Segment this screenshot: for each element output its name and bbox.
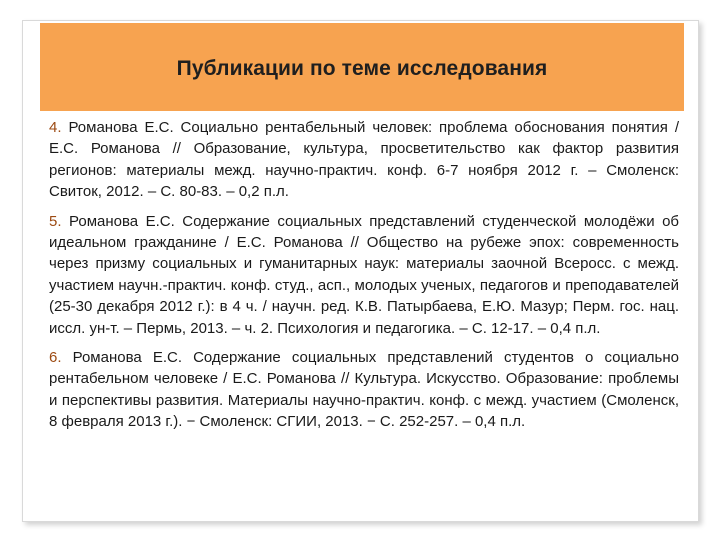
publication-text: Романова Е.С. Содержание социальных представлений студенческой молодёжи об идеальном гражданине / Е.С. Романова // Общество на рубеже эпох: современность через призму социальных и гуманитарных наук: материалы заочной Всеросс. с межд. участием научн.-практич. конф. студ., асп., молодых ученых, педагогов и преподавателей (25-30 декабря 2012 г.): в 4 ч. / научн. ред. К.В. Патырбаева, Е.Ю. Мазур; Перм. гос. нац. иссл. ун-т. – Пермь, 2013. – ч. 2. Психология и педагогика. – С. 12-17. – 0,4 п.л. — [49, 212, 679, 337]
publication-text: Романова Е.С. Содержание социальных представлений студентов о социально рентабельном человеке / Е.С. Романова // Культура. Искусство. Образование: проблемы и перспективы развития. Материалы научно-практич. конф. с межд. участием (Смоленск, 8 февраля 2013 г.). − Смоленск: СГИИ, 2013. − С. 252-257. – 0,4 п.л. — [49, 349, 679, 431]
publication-number: 5. — [49, 212, 62, 230]
slide-title: Публикации по теме исследования — [176, 57, 548, 80]
publication-entry-5 — [49, 211, 679, 339]
publication-list — [49, 117, 679, 433]
publication-number: 6. — [49, 349, 62, 367]
publication-entry-4 — [49, 117, 679, 203]
publication-entry-6 — [49, 347, 679, 433]
title-banner — [40, 23, 684, 111]
publication-text: Романова Е.С. Социально рентабельный человек: проблема обоснования понятия / Е.С. Романова // Образование, культура, просветительство как фактор развития регионов: материалы межд. научно-практич. конф. 6-7 ноября 2012 г. – Смоленск: Свиток, 2012. – С. 80-83. – 0,2 п.л. — [49, 119, 679, 201]
publication-number: 4. — [49, 119, 62, 136]
